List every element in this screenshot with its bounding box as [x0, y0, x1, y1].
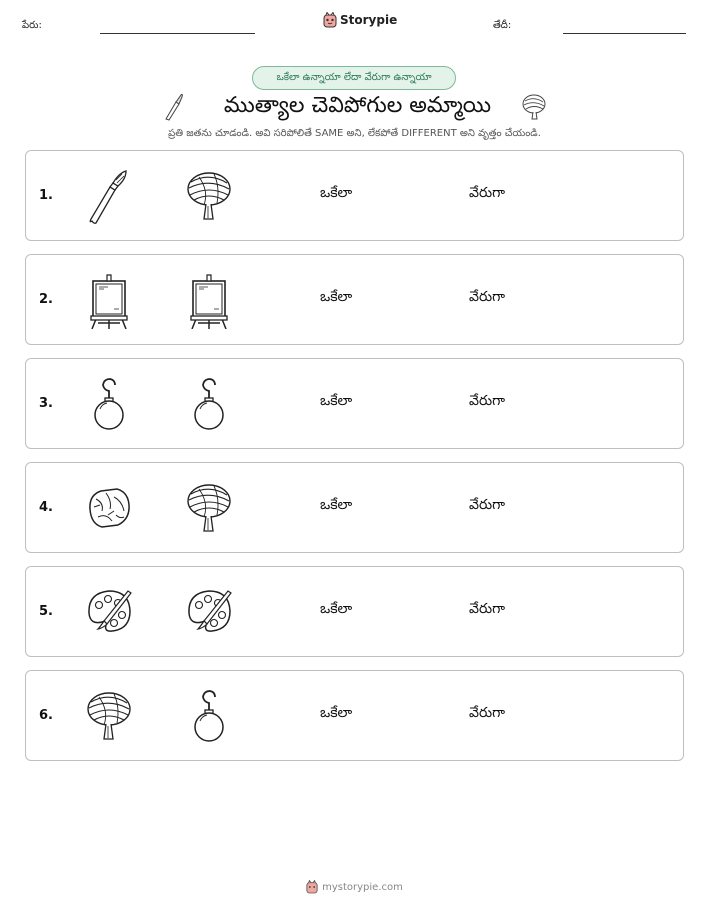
palette-icon	[84, 585, 134, 641]
palette-icon	[184, 585, 234, 641]
turban-icon	[521, 92, 549, 120]
same-option[interactable]: ఒకేలా	[320, 497, 353, 513]
date-line[interactable]	[563, 33, 686, 34]
pair-row-1	[25, 150, 684, 241]
row-number: 5.	[39, 604, 53, 619]
different-option[interactable]: వేరుగా	[469, 705, 505, 721]
easel-icon	[84, 273, 134, 329]
brand	[323, 12, 397, 28]
row-number: 3.	[39, 396, 53, 411]
pair-row-3	[25, 358, 684, 449]
paintbrush-icon	[160, 92, 186, 122]
footer-url[interactable]: mystorypie.com	[322, 881, 403, 893]
row-number: 6.	[39, 708, 53, 723]
brand-name: Storypie	[340, 13, 398, 27]
paintbrush-icon	[84, 169, 134, 225]
same-option[interactable]: ఒకేలా	[320, 289, 353, 305]
easel-icon	[184, 273, 234, 329]
footer	[0, 880, 709, 894]
turban-icon	[184, 169, 234, 225]
date-label: తేదీ:	[493, 20, 512, 31]
same-option[interactable]: ఒకేలా	[320, 705, 353, 721]
storypie-logo-icon	[306, 880, 318, 894]
storypie-logo-icon	[323, 12, 337, 28]
row-number: 2.	[39, 292, 53, 307]
different-option[interactable]: వేరుగా	[469, 393, 505, 409]
pearl-earring-icon	[184, 377, 234, 433]
row-number: 1.	[39, 188, 53, 203]
same-option[interactable]: ఒకేలా	[320, 185, 353, 201]
rock-icon	[84, 481, 134, 537]
row-number: 4.	[39, 500, 53, 515]
pair-row-2	[25, 254, 684, 345]
name-label: పేరు:	[22, 20, 42, 31]
pearl-earring-icon	[184, 689, 234, 745]
different-option[interactable]: వేరుగా	[469, 497, 505, 513]
different-option[interactable]: వేరుగా	[469, 289, 505, 305]
instructions: ప్రతి జతను చూడండి. అవి సరిపోలితే SAME అని, లేకపోతే DIFFERENT అని వృత్తం చేయండి.	[168, 128, 541, 139]
same-option[interactable]: ఒకేలా	[320, 393, 353, 409]
pearl-earring-icon	[84, 377, 134, 433]
different-option[interactable]: వేరుగా	[469, 185, 505, 201]
name-line[interactable]	[100, 33, 255, 34]
same-option[interactable]: ఒకేలా	[320, 601, 353, 617]
pair-row-5	[25, 566, 684, 657]
pair-row-6	[25, 670, 684, 761]
worksheet-type-badge: ఒకేలా ఉన్నాయా లేదా వేరుగా ఉన్నాయా	[252, 66, 456, 90]
turban-icon	[184, 481, 234, 537]
turban-icon	[84, 689, 134, 745]
page-title: ముత్యాల చెవిపోగుల అమ్మాయి	[223, 93, 492, 118]
different-option[interactable]: వేరుగా	[469, 601, 505, 617]
pair-row-4	[25, 462, 684, 553]
